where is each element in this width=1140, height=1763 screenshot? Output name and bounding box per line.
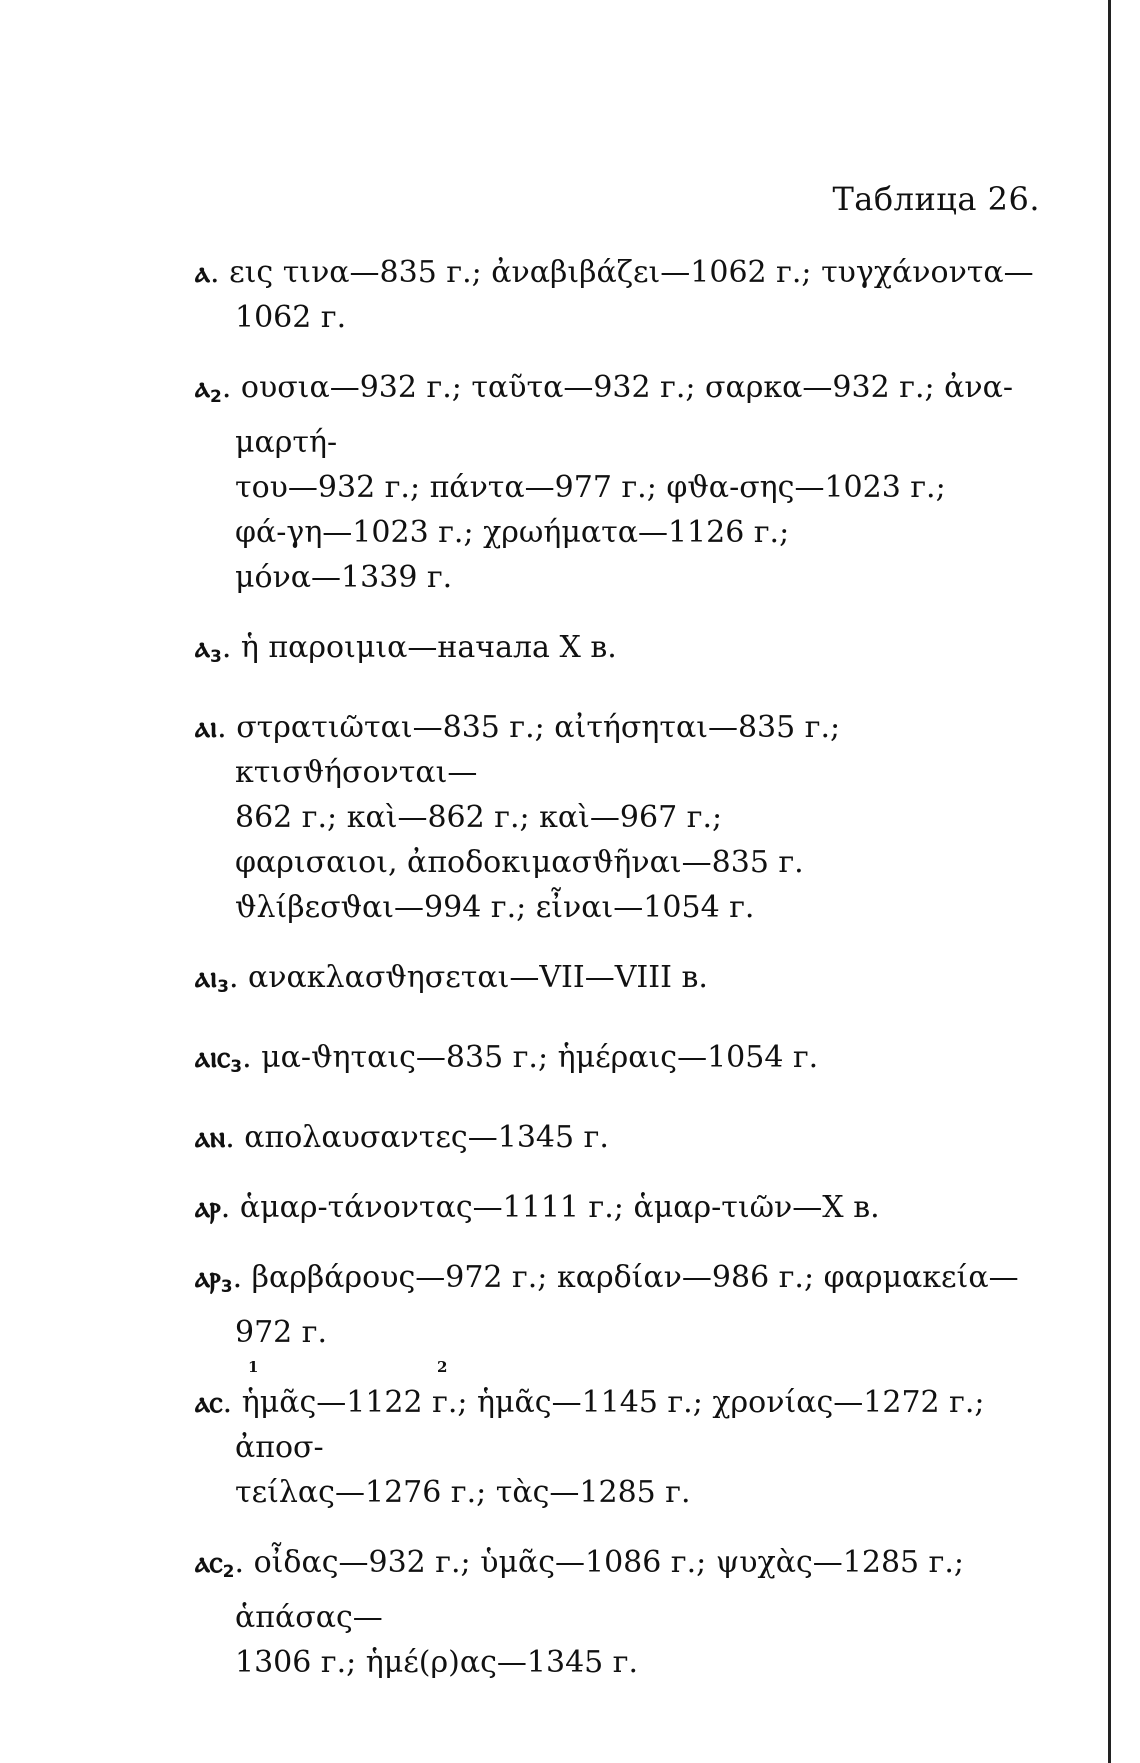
table-heading: Таблица 26. xyxy=(832,180,1040,218)
siglum: ⲁⲣ xyxy=(195,1260,221,1295)
entry-line: ϑλίβεσϑαι—994 г.; εἶναι—1054 г. xyxy=(235,890,755,925)
entry-line: ἡ παροιμια—начала X в. xyxy=(240,630,617,665)
entry-line: εις τινα—835 г.; ἀναβιβάζει—1062 г.; τυγχάνοντα—1062 г. xyxy=(229,255,1034,335)
siglum-subscript: 2 xyxy=(222,1562,235,1582)
siglum: ⲁ xyxy=(195,255,210,290)
entry: ⲁⲥ$_2$. οἶδας—932 г.; ὑμᾶς—1086 г.; ψυχὰς—1285 г.; ἁπάσας— 1306 г.; ἡμέ(ρ)ας—1345 г. xyxy=(195,1545,965,1680)
siglum: ⲁⲥ xyxy=(195,1545,223,1580)
entry: ⲁ$_3$. ἡ παροιμια—начала X в. xyxy=(195,630,617,667)
entry-line: φαρισαιοι, ἀποδοκιμασϑῆναι—835 г. xyxy=(235,845,804,880)
entry-line: βαρβάρους—972 г.; καρδίαν—986 г.; φαρμακεία—972 г. xyxy=(235,1260,1019,1350)
entry-line: μα-ϑηταις—835 г.; ἡμέραις—1054 г. xyxy=(261,1040,819,1075)
entry-line: ουσια—932 г.; ταῦτα—932 г.; σαρκα—932 г.; ἀνα-μαρτή- xyxy=(235,370,1014,460)
entry-line: οἶδας—932 г.; ὑμᾶς—1086 г.; ψυχὰς—1285 г.; ἁπάσας— xyxy=(235,1545,965,1635)
entry-line: τείλας—1276 г.; τὰς—1285 г. xyxy=(235,1475,691,1510)
siglum-subscript: 2 xyxy=(209,387,222,407)
page-edge-rule xyxy=(1108,0,1111,1763)
entry: ⲁⲓ. στρατιῶται—835 г.; αἰτήσηται—835 г.; κτισϑήσονται— 862 г.; καὶ—862 г.; καὶ—967 г.; φαρισαιοι, ἀποδοκιμασϑῆναι—835 г. ϑλίβεσϑαι—994 г.; εἶναι—1054 г. xyxy=(195,710,841,925)
entry-line: απολαυσαντες—1345 г. xyxy=(244,1120,609,1155)
entry-line: ανακλασϑησεται—VII—VIII в. xyxy=(248,960,708,995)
siglum: ⲁⲛ xyxy=(195,1120,226,1155)
siglum: ⲁⲓ xyxy=(195,710,218,745)
entry-line: 1306 г.; ἡμέ(ρ)ας—1345 г. xyxy=(235,1645,639,1680)
entry: ⲁⲓⲥ$_3$. μα-ϑηταις—835 г.; ἡμέραις—1054 г. xyxy=(195,1040,819,1077)
entry-line: μόνα—1339 г. xyxy=(235,560,453,595)
entry: ⲁⲓ$_3$. ανακλασϑησεται—VII—VIII в. xyxy=(195,960,708,997)
entry: 1 2 ⲁⲥ. ἡμᾶς—1122 г.; ἡμᾶς—1145 г.; χρονίας—1272 г.; ἀποσ- τείλας—1276 г.; τὰς—1285 г. xyxy=(195,1358,985,1510)
entry-line: του—932 г.; πάντα—977 г.; φϑα-σης—1023 г.; xyxy=(235,470,946,505)
entry-line: ἁμαρ-τάνοντας—1111 г.; ἁμαρ-τιῶν—X в. xyxy=(239,1190,880,1225)
entry: ⲁ. εις τινα—835 г.; ἀναβιβάζει—1062 г.; τυγχάνοντα—1062 г. xyxy=(195,255,1034,335)
entry-list xyxy=(195,250,1055,1685)
entry: ⲁ$_2$. ουσια—932 г.; ταῦτα—932 г.; σαρκα—932 г.; ἀνα-μαρτή- του—932 г.; πάντα—977 г.; φϑα-σης—1023 г.; φά-γη—1023 г.; χρωήματα—1126 г.; μόνα—1339 г. xyxy=(195,370,1014,595)
entry: ⲁⲣ. ἁμαρ-τάνοντας—1111 г.; ἁμαρ-τιῶν—X в. xyxy=(195,1190,880,1225)
siglum: ⲁⲓ xyxy=(195,960,218,995)
siglum-subscript: 3 xyxy=(217,977,229,997)
siglum-subscript: 3 xyxy=(230,1057,243,1077)
entry-line: ἡμᾶς—1122 г.; ἡμᾶς—1145 г.; χρονίας—1272 г.; ἀποσ- xyxy=(235,1385,985,1465)
siglum: ⲁⲣ xyxy=(195,1190,221,1225)
entry-line: 862 г.; καὶ—862 г.; καὶ—967 г.; xyxy=(235,800,723,835)
siglum-subscript: 3 xyxy=(209,647,222,667)
siglum: ⲁ xyxy=(195,630,210,665)
siglum: ⲁ xyxy=(195,370,210,405)
entry-line: στρατιῶται—835 г.; αἰτήσηται—835 г.; κτισϑήσονται— xyxy=(235,710,841,790)
siglum: ⲁⲥ xyxy=(195,1385,223,1420)
entry: ⲁⲣ$_3$. βαρβάρους—972 г.; καρδίαν—986 г.; φαρμακεία—972 г. xyxy=(195,1260,1019,1350)
siglum: ⲁⲓⲥ xyxy=(195,1040,231,1075)
siglum-subscript: 3 xyxy=(220,1277,233,1297)
entry: ⲁⲛ. απολαυσαντες—1345 г. xyxy=(195,1120,609,1155)
entry-line: φά-γη—1023 г.; χρωήματα—1126 г.; xyxy=(235,515,790,550)
